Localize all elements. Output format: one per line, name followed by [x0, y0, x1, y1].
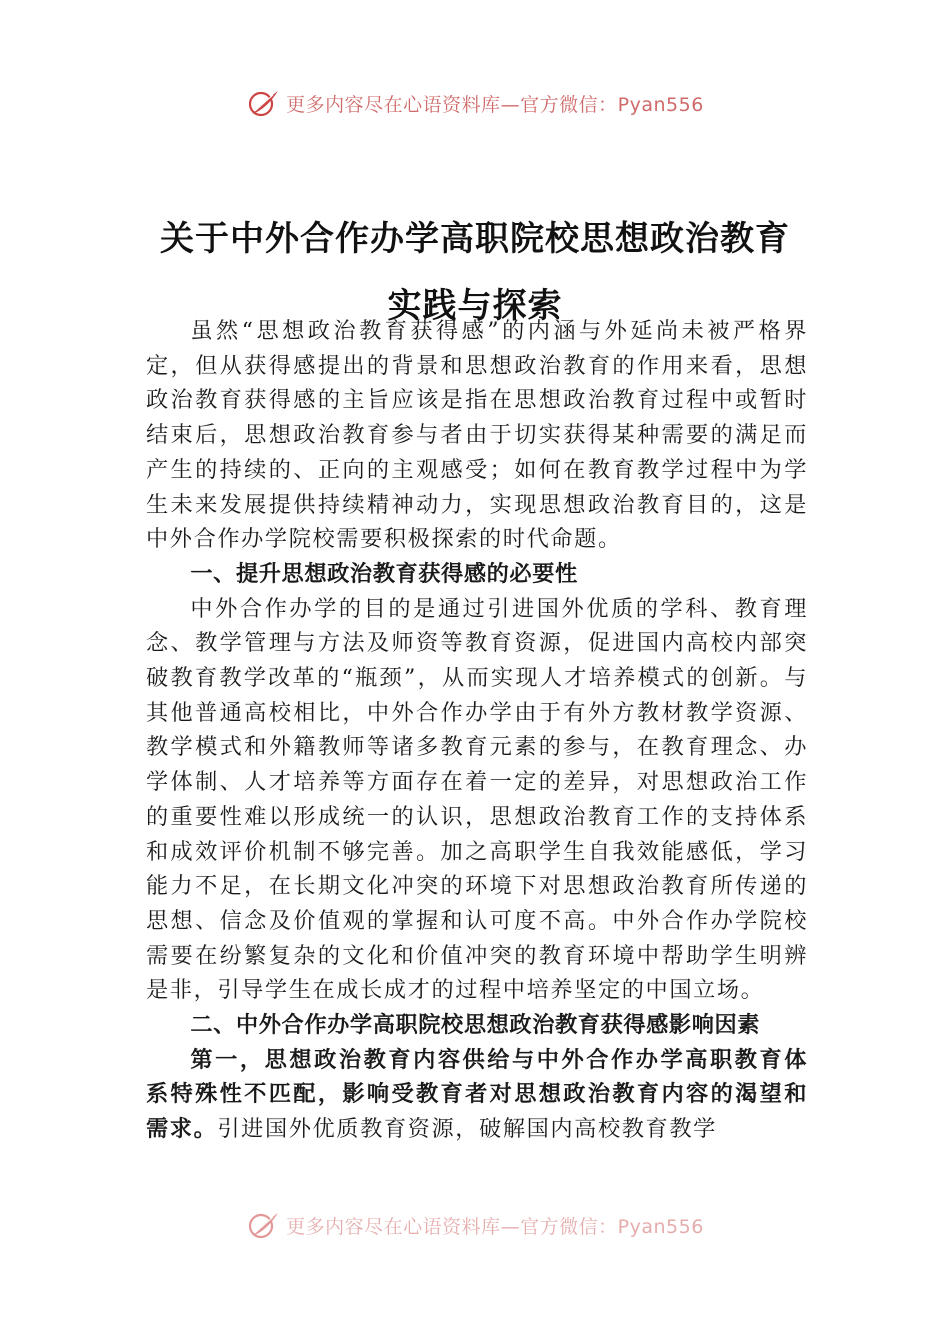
- section-2-heading: 二、中外合作办学高职院校思想政治教育获得感影响因素: [190, 1012, 761, 1039]
- feather-pen-logo-icon: [246, 1210, 280, 1240]
- watermark-text: 更多内容尽在心语资料库—官方微信：Pyan556: [286, 93, 704, 116]
- section-2-lead-sentence: 第一，思想政治教育内容供给与中外合作办学高职教育体系特殊性不匹配，影响受教育者对思想政治教育内容的渴望和需求。: [146, 1046, 808, 1143]
- watermark-text: 更多内容尽在心语资料库—官方微信：Pyan556: [286, 1215, 704, 1238]
- intro-paragraph: 虽然“思想政治教育获得感”的内涵与外延尚未被严格界定，但从获得感提出的背景和思想政治教育的作用来看，思想政治教育获得感的主旨应该是指在思想政治教育过程中或暂时结束后，思想政治教育参与者由于切实获得某种需要的满足而产生的持续的、正向的主观感受；如何在教育教学过程中为学生未来发展提供持续精神动力，实现思想政治教育目的，这是中外合作办学院校需要积极探索的时代命题。: [146, 318, 808, 553]
- section-1-heading: 一、提升思想政治教育获得感的必要性: [190, 560, 578, 587]
- section-1-paragraph: 中外合作办学的目的是通过引进国外优质的学科、教育理念、教学管理与方法及师资等教育资源，促进国内高校内部突破教育教学改革的“瓶颈”，从而实现人才培养模式的创新。与其他普通高校相比，中外合作办学由于有外方教材教学资源、教学模式和外籍教师等诸多教育元素的参与，在教育理念、办学体制、人才培养等方面存在着一定的差异，对思想政治工作的重要性难以形成统一的认识，思想政治教育工作的支持体系和成效评价机制不够完善。加之高职学生自我效能感低，学习能力不足，在长期文化冲突的环境下对思想政治教育所传递的思想、信念及价值观的掌握和认可度不高。中外合作办学院校需要在纷繁复杂的文化和价值冲突的教育环境中帮助学生明辨是非，引导学生在成长成才的过程中培养坚定的中国立场。: [146, 595, 808, 1004]
- section-2-body-text: 引进国外优质教育资源，破解国内高校教育教学: [217, 1116, 717, 1143]
- document-body: [146, 314, 808, 1147]
- section-2-paragraph: [146, 1043, 808, 1147]
- document-title-line-1: 关于中外合作办学高职院校思想政治教育: [160, 218, 790, 259]
- watermark-footer: [0, 1208, 950, 1242]
- document-title-line-2: 实践与探索: [387, 285, 563, 326]
